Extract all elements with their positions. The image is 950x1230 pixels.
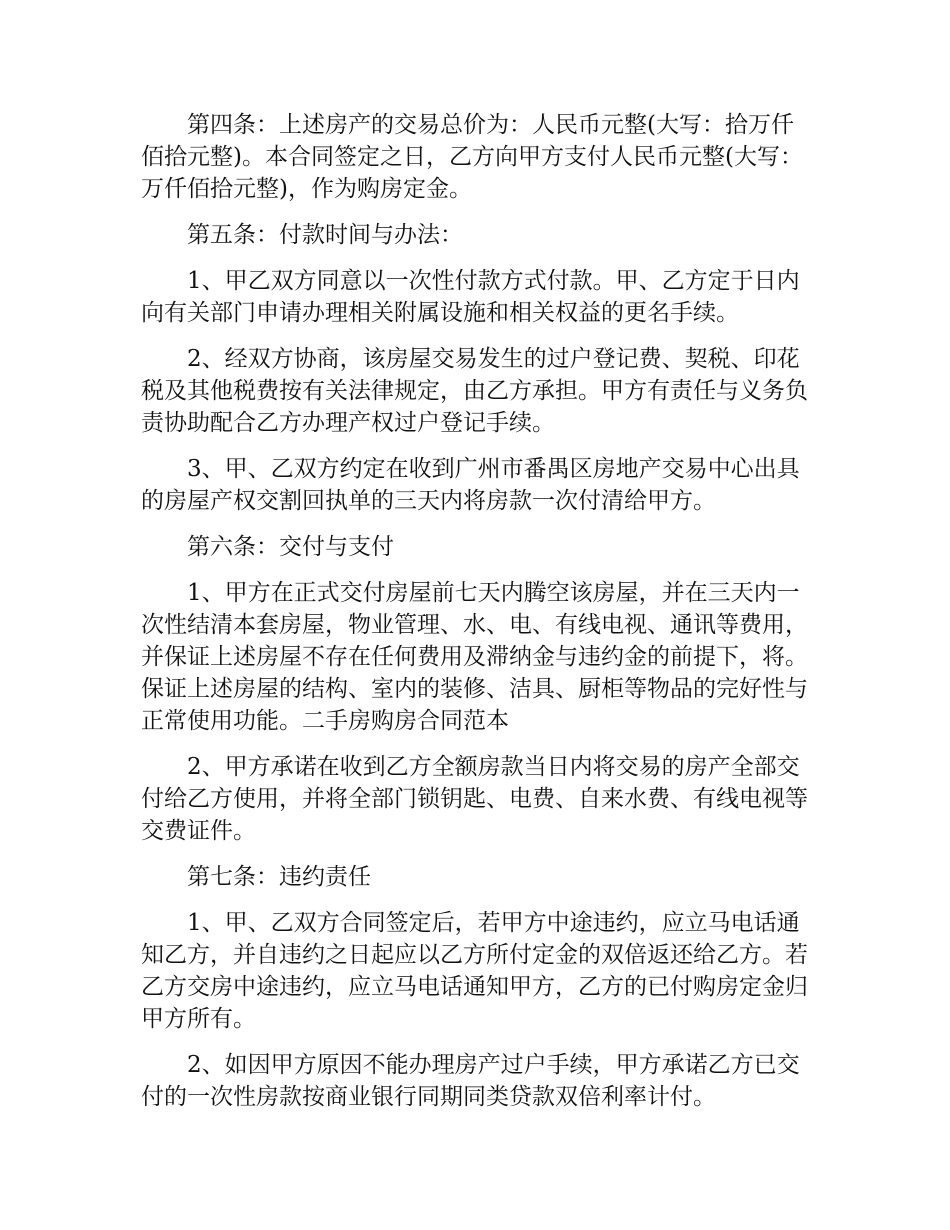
paragraph-line: 等物品的完好性与正常使用功能。二手房购房合同范本: [141, 676, 808, 734]
contract-paragraph: [141, 577, 811, 737]
paragraph-line: 第六条：交付与支付: [187, 534, 394, 560]
paragraph-line: 第四条：上述房产的交易总价为：人民币元整(大写：拾: [187, 112, 748, 138]
paragraph-line: 部交付给乙方使用，并将全部门锁钥匙、电费、自来水费、有: [141, 754, 800, 812]
contract-paragraph: [141, 751, 811, 847]
paragraph-line: 日内向有关部门申请办理相关附属设施和相关权益的更名手续。: [141, 268, 800, 326]
contract-paragraph: [141, 219, 811, 251]
paragraph-line: 万仟佰拾元整)。本合同签定之日，乙方向甲方支付人民币元: [141, 112, 794, 170]
contract-paragraph: [141, 265, 811, 329]
paragraph-line: 出具的房屋产权交割回执单的三天内将房款一次付清给甲方。: [141, 456, 800, 514]
paragraph-line: 1、甲乙双方同意以一次性付款方式付款。甲、乙方定于: [187, 268, 754, 294]
paragraph-line: 已交付的一次性房款按商业银行同期同类贷款双倍利率计付。: [141, 1052, 800, 1110]
paragraph-line: 第五条：付款时间与办法：: [187, 222, 463, 248]
contract-paragraph: [141, 531, 811, 563]
paragraph-line: 1、甲、乙双方合同签定后，若甲方中途违约，应立马电: [187, 910, 754, 936]
paragraph-line: 内一次性结清本套房屋，物业管理、水、电、有线电视、通讯: [141, 580, 800, 638]
paragraph-line: 第七条：违约责任: [187, 864, 371, 890]
paragraph-line: 3、甲、乙双方约定在收到广州市番禺区房地产交易中心: [187, 456, 754, 482]
paragraph-line: 2、经双方协商，该房屋交易发生的过户登记费、契税、: [187, 346, 754, 372]
paragraph-line: 前提下，将。保证上述房屋的结构、室内的装修、洁具、厨柜: [141, 644, 808, 702]
contract-paragraph: [141, 1049, 811, 1113]
contract-paragraph: [141, 907, 811, 1035]
paragraph-line: 2、如因甲方原因不能办理房产过户手续，甲方承诺乙方: [187, 1052, 754, 1078]
paragraph-line: 等费用，并保证上述房屋不存在任何费用及滞纳金与违约金的: [141, 612, 808, 670]
paragraph-line: 付购房定金归甲方所有。: [141, 974, 808, 1032]
paragraph-line: 乙方。若乙方交房中途违约，应立马电话通知甲方，乙方的已: [141, 942, 808, 1000]
paragraph-line: 整(大写：万仟佰拾元整)，作为购房定金。: [141, 144, 803, 202]
contract-paragraph: [141, 453, 811, 517]
paragraph-line: 话通知乙方，并自违约之日起应以乙方所付定金的双倍返还给: [141, 910, 800, 968]
contract-paragraph: [141, 109, 811, 205]
contract-paragraph: [141, 343, 811, 439]
contract-paragraph: [141, 861, 811, 893]
paragraph-line: 2、甲方承诺在收到乙方全额房款当日内将交易的房产全: [187, 754, 754, 780]
paragraph-line: 印花税及其他税费按有关法律规定，由乙方承担。甲方有责任: [141, 346, 800, 404]
paragraph-line: 线电视等交费证件。: [141, 786, 808, 844]
paragraph-line: 与义务负责协助配合乙方办理产权过户登记手续。: [141, 378, 808, 436]
document-body: [141, 109, 811, 1127]
paragraph-line: 1、甲方在正式交付房屋前七天内腾空该房屋，并在三天: [187, 580, 754, 606]
